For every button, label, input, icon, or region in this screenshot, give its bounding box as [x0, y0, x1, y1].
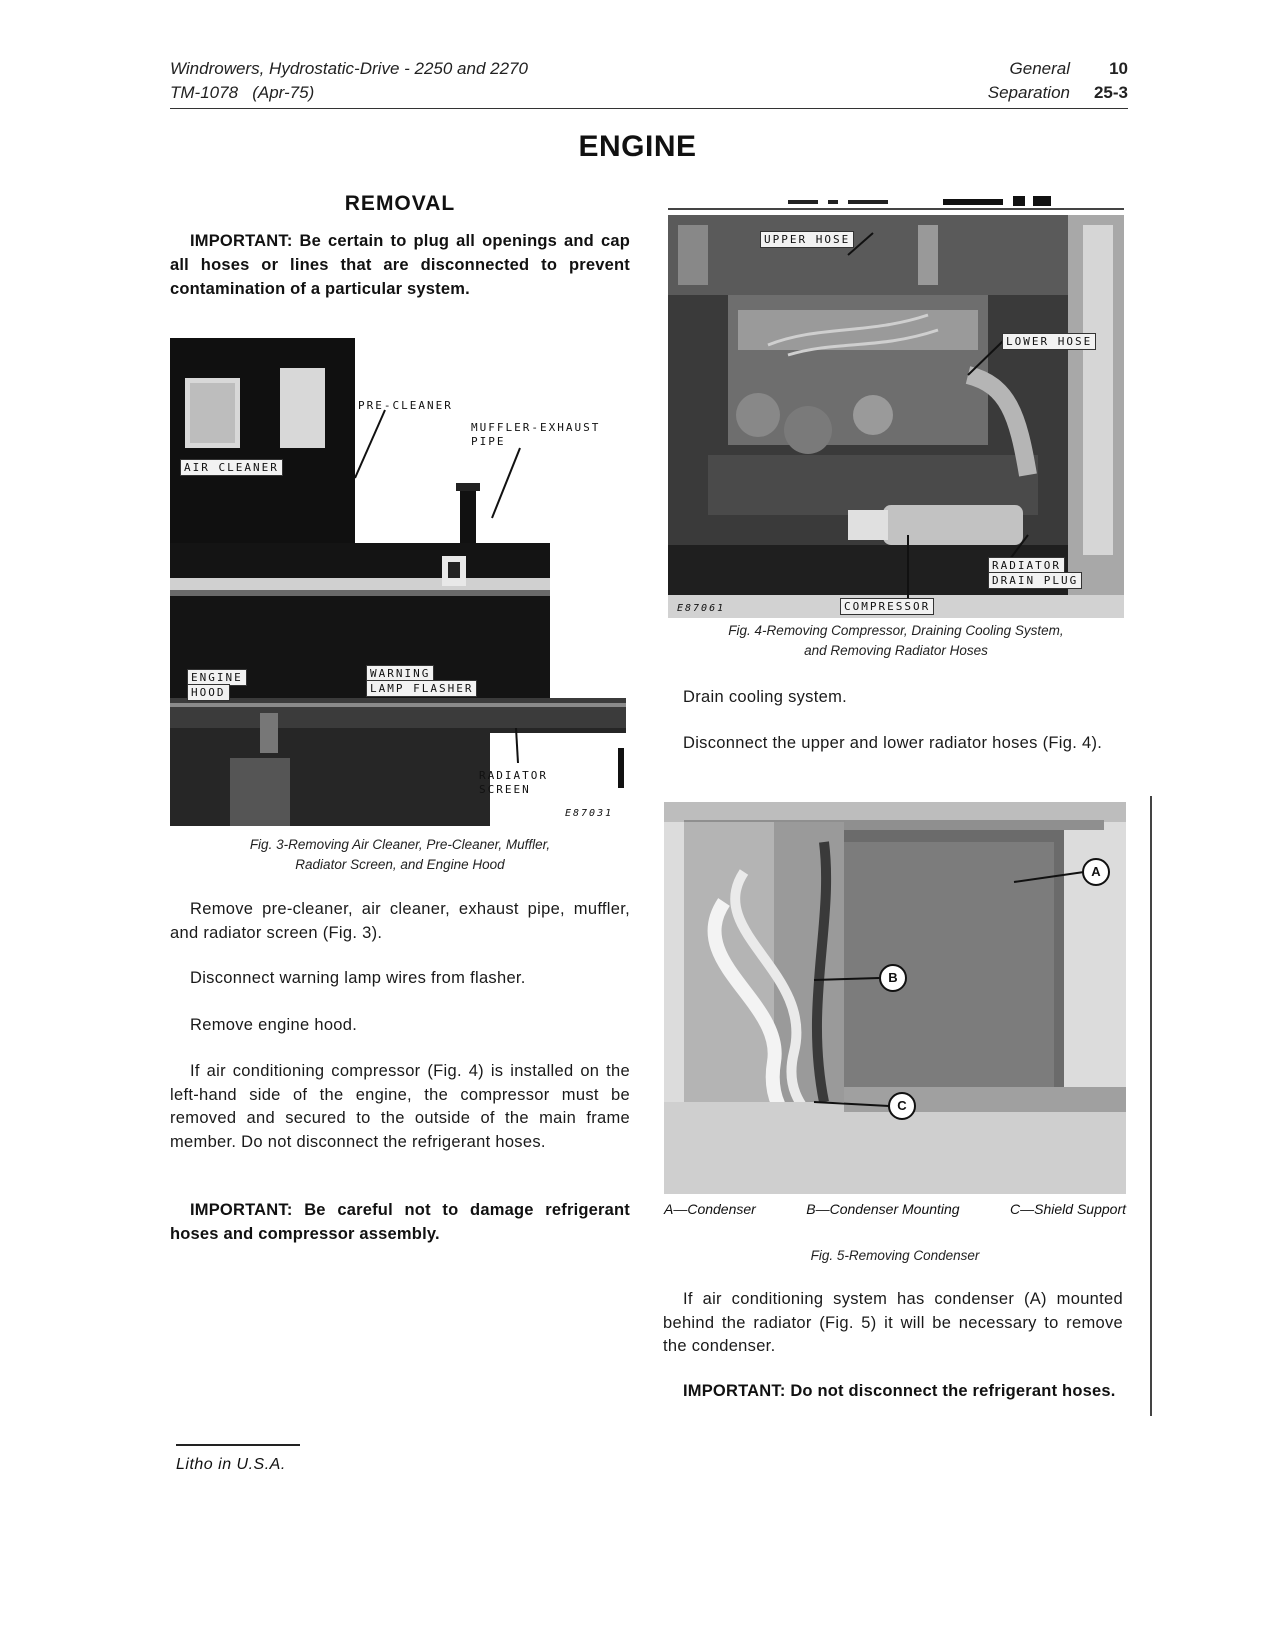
label-muffler-line1: MUFFLER-EXHAUST [471, 421, 601, 434]
footer-rule [176, 1444, 300, 1446]
fig3-photo [170, 338, 626, 826]
header-title [170, 57, 528, 105]
label-warning-line2: LAMP FLASHER [366, 680, 477, 697]
callout-b: B [879, 964, 907, 992]
label-lower-hose: LOWER HOSE [1002, 333, 1096, 350]
header-section-line2: Separation [987, 83, 1070, 102]
label-engine-hood-line1: ENGINE [187, 669, 247, 686]
label-radiator-drain-line1: RADIATOR [988, 557, 1065, 574]
paragraph: If air conditioning compressor (Fig. 4) is installed on the left-hand side of the engine, the compressor must be removed and secured to the outside of the main frame member. Do not disconnect the refrigerant hoses. [170, 1062, 630, 1151]
important-label: IMPORTANT: [190, 232, 293, 250]
label-radiator-drain-line2: DRAIN PLUG [988, 572, 1082, 589]
fig3-code: E87031 [565, 808, 614, 819]
paragraph: Drain cooling system. [683, 688, 848, 706]
paragraph: Remove engine hood. [190, 1016, 358, 1034]
important-text: Be careful not to damage refrigerant hoses and compressor assembly. [170, 1201, 630, 1243]
label-radiator-screen-line1: RADIATOR [479, 769, 548, 782]
label-upper-hose: UPPER HOSE [760, 231, 854, 248]
label-compressor: COMPRESSOR [840, 598, 934, 615]
fig3-caption [170, 835, 630, 875]
important-note-2 [170, 1198, 630, 1246]
fig4-caption [668, 621, 1124, 661]
header-rule [170, 108, 1128, 109]
important-text: Do not disconnect the refrigerant hoses. [790, 1382, 1116, 1400]
label-radiator-screen-line2: SCREEN [479, 783, 531, 796]
important-note-1 [170, 229, 630, 301]
legend-a: A—Condenser [664, 1201, 756, 1217]
paragraph: Disconnect the upper and lower radiator hoses (Fig. 4). [683, 734, 1103, 752]
fig4-photo [668, 215, 1124, 618]
fig4-top-strip-marks [668, 196, 1124, 210]
important-text: Be certain to plug all openings and cap all hoses or lines that are disconnected to prevent contamination of a particular system. [170, 232, 630, 298]
label-muffler-line2: PIPE [471, 435, 506, 448]
callout-c: C [888, 1092, 916, 1120]
header-section-line1: General [1009, 59, 1070, 78]
fig5-caption: Fig. 5-Removing Condenser [810, 1248, 980, 1263]
fig5-legend [664, 1201, 1126, 1217]
legend-c: C—Shield Support [1010, 1201, 1126, 1217]
fig3-caption-line2: Radiator Screen, and Engine Hood [295, 857, 505, 872]
paragraph: Remove pre-cleaner, air cleaner, exhaust pipe, muffler, and radiator screen (Fig. 3). [170, 900, 630, 942]
fig4-caption-line2: and Removing Radiator Hoses [804, 643, 988, 658]
fig4-code: E87061 [677, 603, 726, 614]
callout-a: A [1082, 858, 1110, 886]
important-label: IMPORTANT: [683, 1382, 786, 1400]
fig4-caption-line1: Fig. 4-Removing Compressor, Draining Cooling System, [728, 623, 1064, 638]
page-number-bottom: 25-3 [1093, 83, 1128, 102]
fig4-top-strip [668, 196, 1124, 210]
margin-bar [1150, 796, 1152, 1416]
header-title-line2: TM-1078 (Apr-75) [170, 83, 315, 102]
page-number [1078, 57, 1128, 105]
page-title: ENGINE [578, 130, 697, 163]
footer-litho: Litho in U.S.A. [176, 1456, 286, 1473]
section-heading: REMOVAL [344, 192, 456, 215]
header-section [960, 57, 1070, 105]
paragraph: If air conditioning system has condenser (A) mounted behind the radiator (Fig. 5) it will be necessary to remove the condenser. [663, 1290, 1123, 1355]
important-note-3 [663, 1379, 1123, 1403]
condenser-illustration [664, 802, 1126, 1194]
page-number-top: 10 [1109, 59, 1128, 78]
important-label: IMPORTANT: [190, 1201, 293, 1219]
header-title-line1: Windrowers, Hydrostatic-Drive - 2250 and 2270 [170, 59, 528, 78]
legend-b: B—Condenser Mounting [806, 1201, 960, 1217]
label-pre-cleaner: PRE-CLEANER [358, 399, 453, 412]
fig3-caption-line1: Fig. 3-Removing Air Cleaner, Pre-Cleaner, Muffler, [249, 837, 551, 852]
label-engine-hood-line2: HOOD [187, 684, 230, 701]
label-warning-line1: WARNING [366, 665, 434, 682]
paragraph: Disconnect warning lamp wires from flasher. [190, 969, 526, 987]
fig5-photo [664, 802, 1126, 1194]
label-air-cleaner: AIR CLEANER [180, 459, 283, 476]
